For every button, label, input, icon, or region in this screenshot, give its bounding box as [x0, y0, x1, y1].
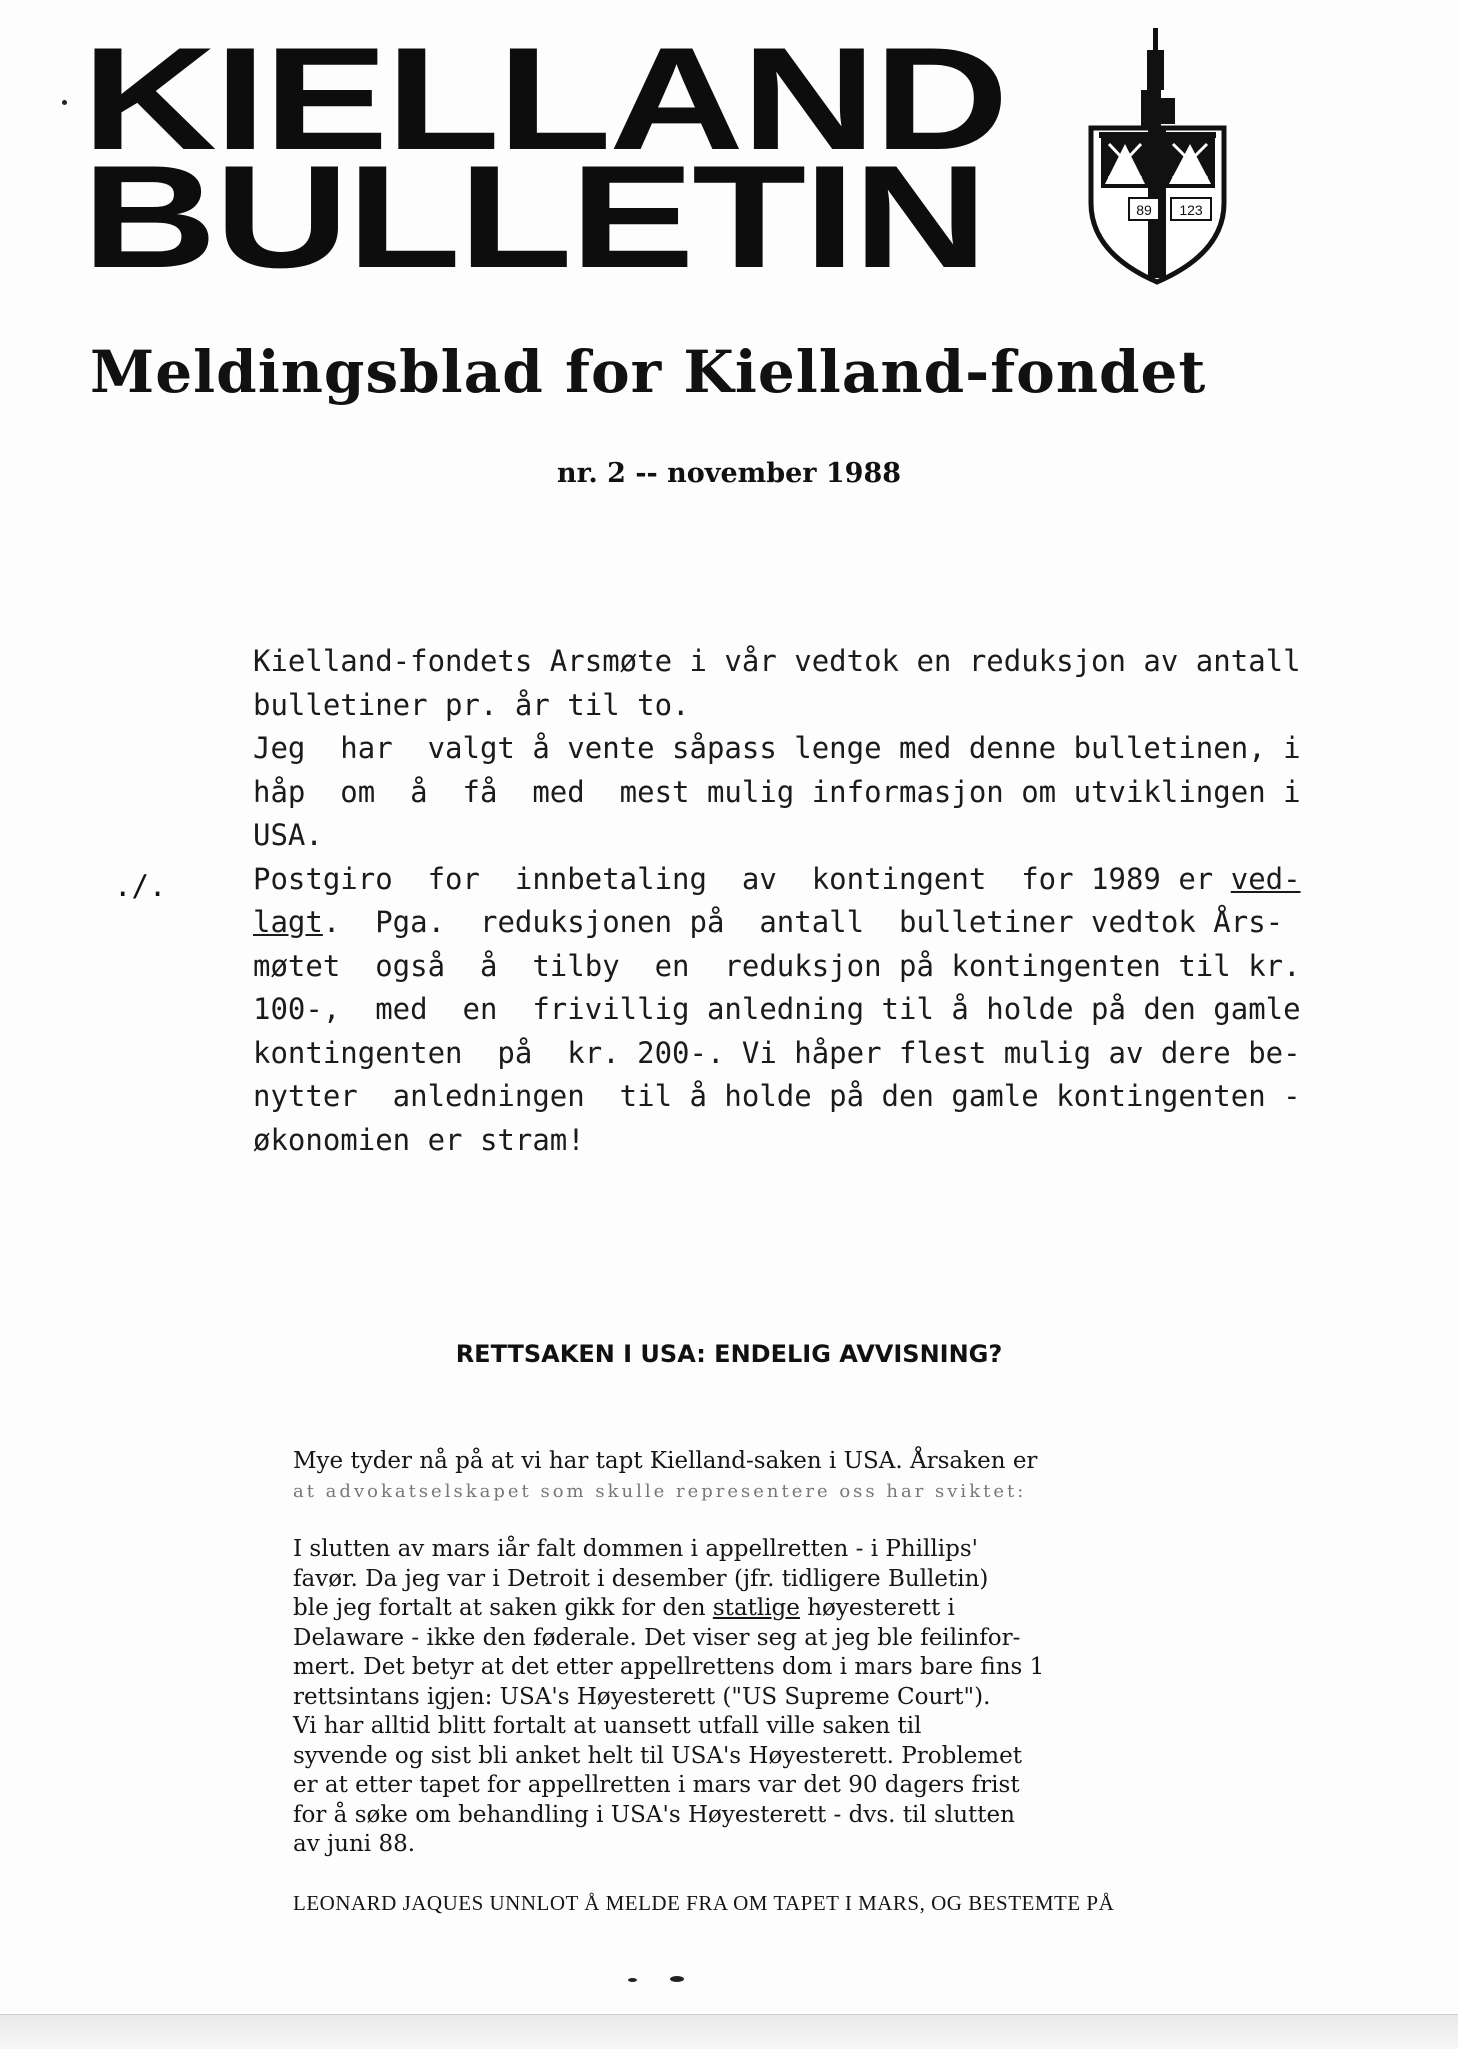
- kielland-platform-logo: [1085, 28, 1230, 286]
- article-line: er at etter tapet for appellretten i mars var det 90 dagers frist: [293, 1772, 1020, 1798]
- intro-line: kontingenten på kr. 200-. Vi håper flest mulig av dere be-: [253, 1035, 1301, 1070]
- intro-line: [253, 901, 1313, 945]
- article-line: Vi har alltid blitt fortalt at uansett utfall ville saken til: [293, 1713, 922, 1739]
- article-line: I slutten av mars iår falt dommen i appellretten - i Phillips': [293, 1536, 978, 1562]
- article-line: favør. Da jeg var i Detroit i desember (jfr. tidligere Bulletin): [293, 1565, 989, 1592]
- intro-line: Jeg har valgt å vente såpass lenge med denne bulletinen, i: [253, 731, 1301, 765]
- masthead-line-kielland: KIELLAND: [82, 17, 1007, 180]
- logo-number-left: 89: [1136, 202, 1152, 218]
- scan-speck: [62, 100, 67, 105]
- article-line: for å søke om behandling i USA's Høyesterett - dvs. til slutten: [293, 1801, 1015, 1828]
- intro-line: møtet også å tilby en reduksjon på kontingenten til kr.: [253, 948, 1301, 983]
- article-line-caps: LEONARD JAQUES UNNLOT Å MELDE FRA OM TAPET I MARS, OG BESTEMTE PÅ: [293, 1890, 1115, 1915]
- intro-line: økonomien er stram!: [253, 1122, 585, 1157]
- page-bottom-edge: [0, 2014, 1458, 2049]
- article-line: [293, 1594, 1273, 1624]
- issue-line: nr. 2 -- november 1988: [556, 458, 902, 489]
- intro-line: [253, 858, 1313, 902]
- scan-speck: [628, 1978, 637, 1982]
- article-line: syvende og sist bli anket helt til USA's Høyesterett. Problemet: [293, 1742, 1022, 1769]
- underlined-vedlagt-end: lagt: [253, 905, 323, 939]
- article-line: Delaware - ikke den føderale. Det viser seg at jeg ble feilinfor-: [293, 1624, 1021, 1651]
- underlined-statlige: statlige: [712, 1595, 800, 1621]
- article-line: Mye tyder nå på at vi har tapt Kielland-saken i USA. Årsaken er: [293, 1448, 1038, 1474]
- scan-speck: [670, 1976, 684, 1982]
- enclosure-mark: ./.: [114, 869, 167, 903]
- article-line: rettsintans igjen: USA's Høyesterett ("US Supreme Court").: [293, 1683, 991, 1710]
- intro-line: 100-, med en frivillig anledning til å holde på den gamle: [253, 992, 1301, 1026]
- masthead-line-bulletin: BULLETIN: [82, 135, 986, 298]
- intro-line: USA.: [253, 818, 323, 852]
- article-line-text: ble jeg fortalt at saken gikk for den: [293, 1595, 713, 1621]
- article-line: av juni 88.: [293, 1831, 416, 1857]
- intro-paragraph: [253, 640, 1313, 1162]
- publication-subtitle: Meldingsblad for Kielland-fondet: [90, 338, 1207, 406]
- intro-line: bulletiner pr. år til to.: [253, 687, 690, 722]
- intro-line-text: . Pga. reduksjonen på antall bulletiner vedtok Års-: [322, 905, 1284, 939]
- paragraph-gap: [293, 1506, 1273, 1535]
- article-line-faint: at advokatselskapet som skulle representere oss har sviktet:: [293, 1480, 1027, 1502]
- article-heading: RETTSAKEN I USA: ENDELIG AVVISNING?: [455, 1340, 1003, 1368]
- article-line: mert. Det betyr at det etter appellrettens dom i mars bare fins 1: [293, 1654, 1045, 1680]
- intro-line-text: Postgiro for innbetaling av kontingent for 1989 er: [253, 861, 1231, 896]
- article-body: [293, 1447, 1273, 1918]
- article-line-text: høyesterett i: [799, 1595, 955, 1621]
- intro-line: håp om å få med mest mulig informasjon om utviklingen i: [253, 774, 1301, 809]
- underlined-vedlagt-start: ved-: [1230, 861, 1301, 896]
- intro-line: Kielland-fondets Arsmøte i vår vedtok en reduksjon av antall: [253, 644, 1301, 678]
- logo-number-right: 123: [1179, 202, 1203, 218]
- paragraph-gap: [293, 1860, 1273, 1889]
- intro-line: nytter anledningen til å holde på den gamle kontingenten -: [253, 1079, 1301, 1113]
